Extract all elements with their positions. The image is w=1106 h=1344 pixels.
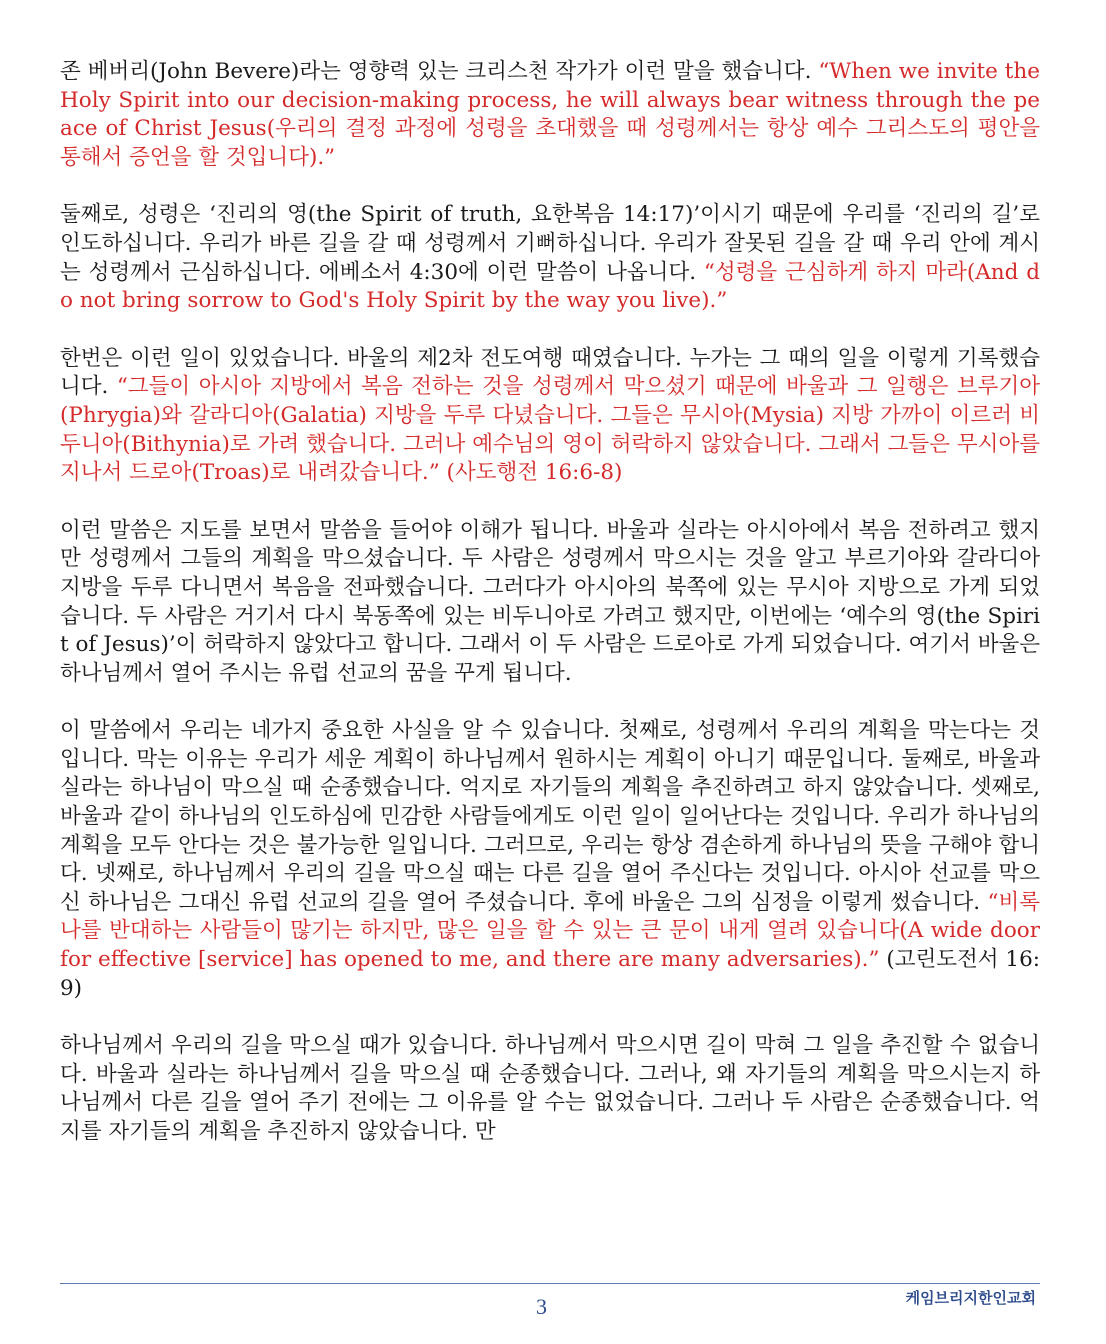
quote-text: “When we invite the Holy Spirit into our decision-making process, he will always bear witness through the peace of Christ Jesus(우리의 결정 과정에 성령을 초대했을 때 성령께서는 항상 예수 그리스도의 평안을 통해서 증언을 할 것입니다).”	[60, 59, 1040, 170]
quote-text: “그들이 아시아 지방에서 복음 전하는 것을 성령께서 막으셨기 때문에 바울과 그 일행은 브루기아(Phrygia)와 갈라디아(Galatia) 지방을 두루 다녔습니다. 그들은 무시아(Mysia) 지방 가까이 이르러 비두니아(Bithynia)로 가려 했습니다. 그러나 예수님의 영이 허락하지 않았습니다. 그래서 그들은 무시아를 지나서 드로아(Troas)로 내려갔습니다.” (사도행전 16:6-8)	[60, 374, 1040, 486]
paragraph-text: 둘째로, 성령은 ‘진리의 영(the Spirit of truth, 요한복음 14:17)’이시기 때문에 우리를 ‘진리의 길’로 인도하십니다. 우리가 바른 길을 갈 때 성령께서 기뻐하십니다. 우리가 잘못된 길을 갈 때 우리 안에 계시는 성령께서 근심하십니다. 에베소서 4:30에 이런 말씀이 나옵니다.	[60, 202, 1040, 285]
church-name: 케임브리지한인교회	[905, 1289, 1036, 1307]
paragraph	[60, 345, 1040, 488]
reference-text: (고린도전서 16:9)	[60, 947, 1040, 1001]
paragraph	[60, 201, 1040, 315]
quote-text: “성령을 근심하게 하지 마라(And do not bring sorrow to God's Holy Spirit by the way you live).”	[60, 259, 1041, 314]
paragraph-text: 이 말씀에서 우리는 네가지 중요한 사실을 알 수 있습니다. 첫째로, 성령께서 우리의 계획을 막는다는 것입니다. 막는 이유는 우리가 세운 계획이 하나님께서 원하시는 계획이 아니기 때문입니다. 둘째로, 바울과 실라는 하나님이 막으실 때 순종했습니다. 억지로 자기들의 계획을 추진하려고 하지 않았습니다. 셋째로, 바울과 같이 하나님의 인도하심에 민감한 사람들에게도 이런 일이 일어난다는 것입니다. 우리가 하나님의 계획을 모두 안다는 것은 불가능한 일입니다. 그러므로, 우리는 항상 겸손하게 하나님의 뜻을 구해야 합니다. 넷째로, 하나님께서 우리의 길을 막으실 때는 다른 길을 열어 주신다는 것입니다. 아시아 선교를 막으신 하나님은 그대신 유럽 선교의 길을 열어 주셨습니다. 후에 바울은 그의 심정을 이렇게 썼습니다.	[60, 718, 1040, 915]
paragraph-text: 이런 말씀은 지도를 보면서 말씀을 들어야 이해가 됩니다. 바울과 실라는 아시아에서 복음 전하려고 했지만 성령께서 그들의 계획을 막으셨습니다. 두 사람은 성령께서 막으시는 것을 알고 부르기아와 갈라디아 지방을 두루 다니면서 복음을 전파했습니다. 그러다가 아시아의 북쪽에 있는 무시아 지방으로 가게 되었습니다. 두 사람은 거기서 다시 북동쪽에 있는 비두니아로 가려고 했지만, 이번에는 ‘예수의 영(the Spirit of Jesus)’이 허락하지 않았다고 합니다. 그래서 이 두 사람은 드로아로 가게 되었습니다. 여기서 바울은 하나님께서 열어 주시는 유럽 선교의 꿈을 꾸게 됩니다.	[60, 517, 1040, 686]
quote-text: “비록 나를 반대하는 사람들이 많기는 하지만, 많은 일을 할 수 있는 큰 문이 내게 열려 있습니다(A wide door for effective [service] has opened to me, and there are many adversaries).”	[60, 889, 1040, 973]
paragraph	[60, 58, 1040, 172]
footer-divider	[60, 1283, 1040, 1284]
document-body	[60, 58, 1040, 1176]
paragraph-text: 하나님께서 우리의 길을 막으실 때가 있습니다. 하나님께서 막으시면 길이 막혀 그 일을 추진할 수 없습니다. 바울과 실라는 하나님께서 길을 막으실 때 순종했습니다. 그러나, 왜 자기들의 계획을 막으시는지 하나님께서 다른 길을 열어 주기 전에는 그 이유를 알 수는 없었습니다. 그러나 두 사람은 순종했습니다. 억지를 자기들의 계획을 추진하지 않았습니다. 만	[60, 1033, 1040, 1144]
page-number: 3	[536, 1294, 547, 1319]
paragraph	[60, 1032, 1040, 1146]
paragraph	[60, 717, 1040, 1003]
paragraph-text: 한번은 이런 일이 있었습니다. 바울의 제2차 전도여행 때였습니다. 누가는 그 때의 일을 이렇게 기록했습니다.	[60, 345, 1040, 400]
paragraph	[60, 517, 1040, 689]
paragraph-text: 존 베버리(John Bevere)라는 영향력 있는 크리스천 작가가 이런 말을 했습니다.	[60, 59, 819, 84]
